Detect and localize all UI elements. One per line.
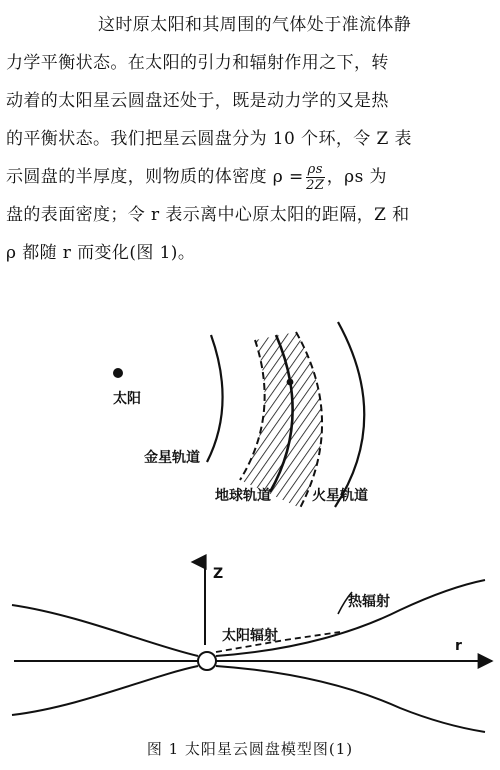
- venus-orbit-arc: [207, 335, 223, 462]
- solar-radiation-label: 太阳辐射: [222, 628, 278, 644]
- mars-orbit-label: 火星轨道: [312, 488, 368, 504]
- text-line-5b: ，ρs 为: [326, 167, 387, 187]
- disk-lower-left-edge: [12, 666, 198, 715]
- earth-orbit-band: [240, 332, 322, 508]
- mars-orbit-arc: [335, 322, 364, 507]
- earth-dot: [287, 379, 294, 386]
- z-axis-label: Z: [213, 566, 224, 582]
- thermal-radiation-label: 热辐射: [348, 594, 390, 610]
- text-line-1: 这时原太阳和其周围的气体处于准流体静: [98, 15, 412, 35]
- central-sun-circle: [198, 652, 216, 670]
- earth-orbit-label: 地球轨道: [215, 488, 271, 504]
- text-line-6: 盘的表面密度；令 r 表示离中心原太阳的距隔，Z 和: [6, 205, 410, 225]
- fraction-denominator: 2Z: [306, 178, 325, 193]
- r-axis-label: r: [455, 638, 462, 654]
- sun-dot: [113, 368, 123, 378]
- disk-lower-right-edge: [216, 666, 485, 732]
- text-line-3: 动着的太阳星云圆盘还处于，既是动力学的又是热: [6, 91, 389, 111]
- fraction-numerator: ρs: [307, 162, 323, 177]
- text-line-4: 的平衡状态。我们把星云圆盘分为 10 个环，令 Z 表: [6, 129, 412, 149]
- text-line-2: 力学平衡状态。在太阳的引力和辐射作用之下，转: [6, 53, 389, 73]
- text-line-7: ρ 都随 r 而变化(图 1)。: [6, 243, 196, 263]
- sun-label: 太阳: [113, 391, 141, 407]
- text-line-5a: 示圆盘的半厚度，则物质的体密度 ρ =: [6, 167, 304, 187]
- venus-orbit-label: 金星轨道: [144, 450, 200, 466]
- disk-upper-left-edge: [12, 605, 198, 656]
- figure-caption: 图 1 太阳星云圆盘模型图(1): [146, 740, 354, 758]
